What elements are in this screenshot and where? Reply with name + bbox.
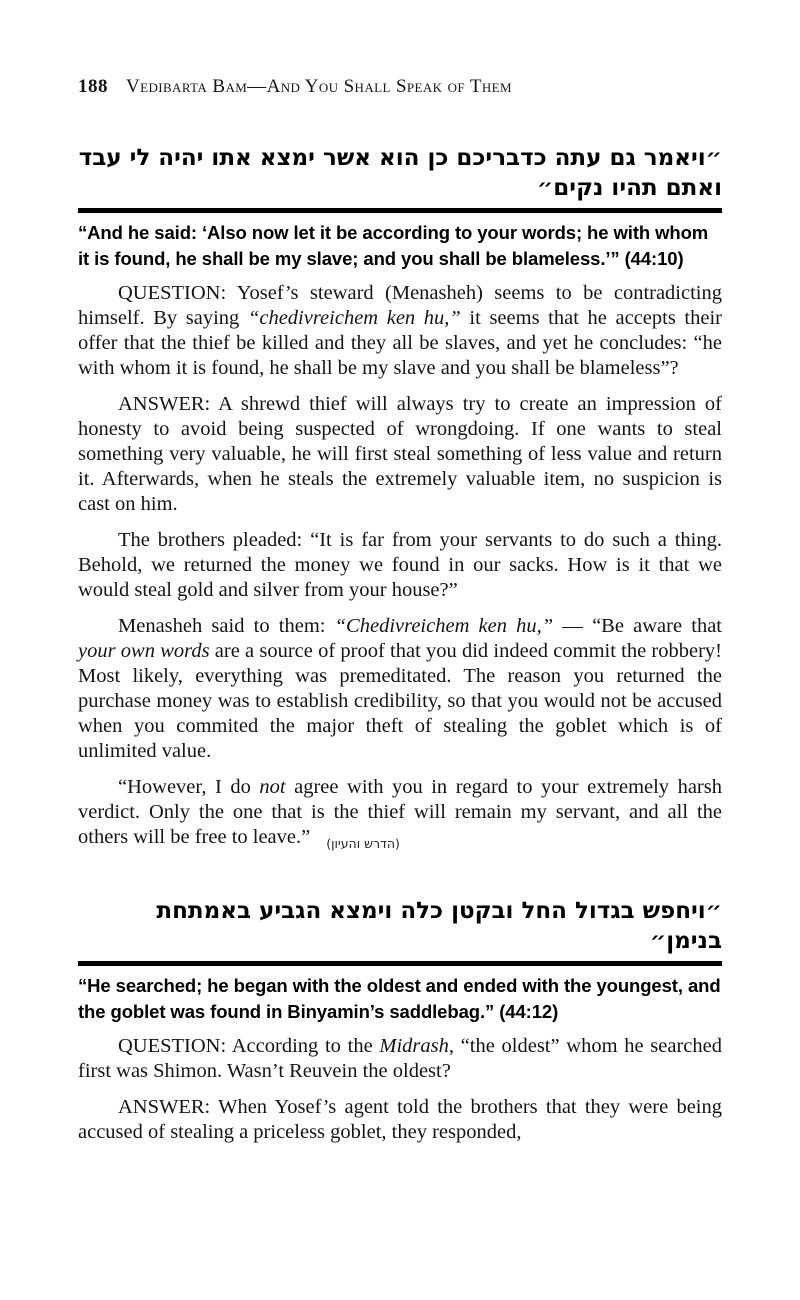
commentary-section-1 [78, 143, 722, 851]
body-paragraph [78, 775, 722, 851]
body-paragraph: The brothers pleaded: “It is far from your servants to do such a thing. Behold, we returned the money we found in our sacks. How is it that we would steal gold and silver from your house?” [78, 529, 722, 601]
body-paragraph: Menasheh said to them: “Chedivreichem ken hu,” — “Be aware that your own words are a source of proof that you did indeed commit the robbery! Most likely, everything was premeditated. The reason you returned the purchase money was to establish credibility, so that you would not be accused when you commited the major theft of stealing the goblet which is of unlimited value. [78, 615, 722, 762]
divider-rule [78, 208, 722, 213]
source-attribution: (הדרש והעיון) [326, 836, 400, 851]
running-header [78, 0, 722, 97]
verse-translation: “And he said: ‘Also now let it be according to your words; he with whom it is found, he shall be my slave; and you shall be blameless.’” (44:10) [78, 222, 709, 269]
divider-rule [78, 961, 722, 966]
paragraph-text: “However, I do not agree with you in regard to your extremely harsh verdict. Only the one that is the thief will remain my servant, and all the others will be free to leave.” [78, 776, 722, 848]
hebrew-verse-heading: ״ויאמר גם עתה כדבריכם כן הוא אשר ימצא אתו יהיה לי עבד ואתם תהיו נקים״ [78, 145, 722, 201]
verse-translation: “He searched; he began with the oldest and ended with the youngest, and the goblet was found in Binyamin’s saddlebag.” (44:12) [78, 975, 721, 1022]
question-paragraph: QUESTION: Yosef’s steward (Menasheh) seems to be contradicting himself. By saying “chedivreichem ken hu,” it seems that he accepts their offer that the thief be killed and they all be slaves, and yet he concludes: “he with whom it is found, he shall be my slave and you shall be blameless”? [78, 282, 723, 379]
commentary-section-2 [78, 896, 722, 1145]
book-title: Vedibarta Bam—And You Shall Speak of Them [126, 76, 512, 97]
hebrew-verse-heading: ״ויחפש בגדול החל ובקטן כלה וימצא הגביע באמתחת בנימן״ [156, 898, 722, 954]
page-number: 188 [78, 76, 108, 97]
text-column [78, 0, 722, 1145]
answer-paragraph: ANSWER: A shrewd thief will always try to create an impression of honesty to avoid being suspected of wrongdoing. If one wants to steal something very valuable, he will first steal something of less value and return it. Afterwards, when he steals the extremely valuable item, no suspicion is cast on him. [78, 393, 722, 515]
question-paragraph: QUESTION: According to the Midrash, “the oldest” whom he searched first was Shimon. Wasn’t Reuvein the oldest? [78, 1035, 722, 1082]
answer-paragraph: ANSWER: When Yosef’s agent told the brothers that they were being accused of stealing a priceless goblet, they responded, [78, 1096, 722, 1143]
